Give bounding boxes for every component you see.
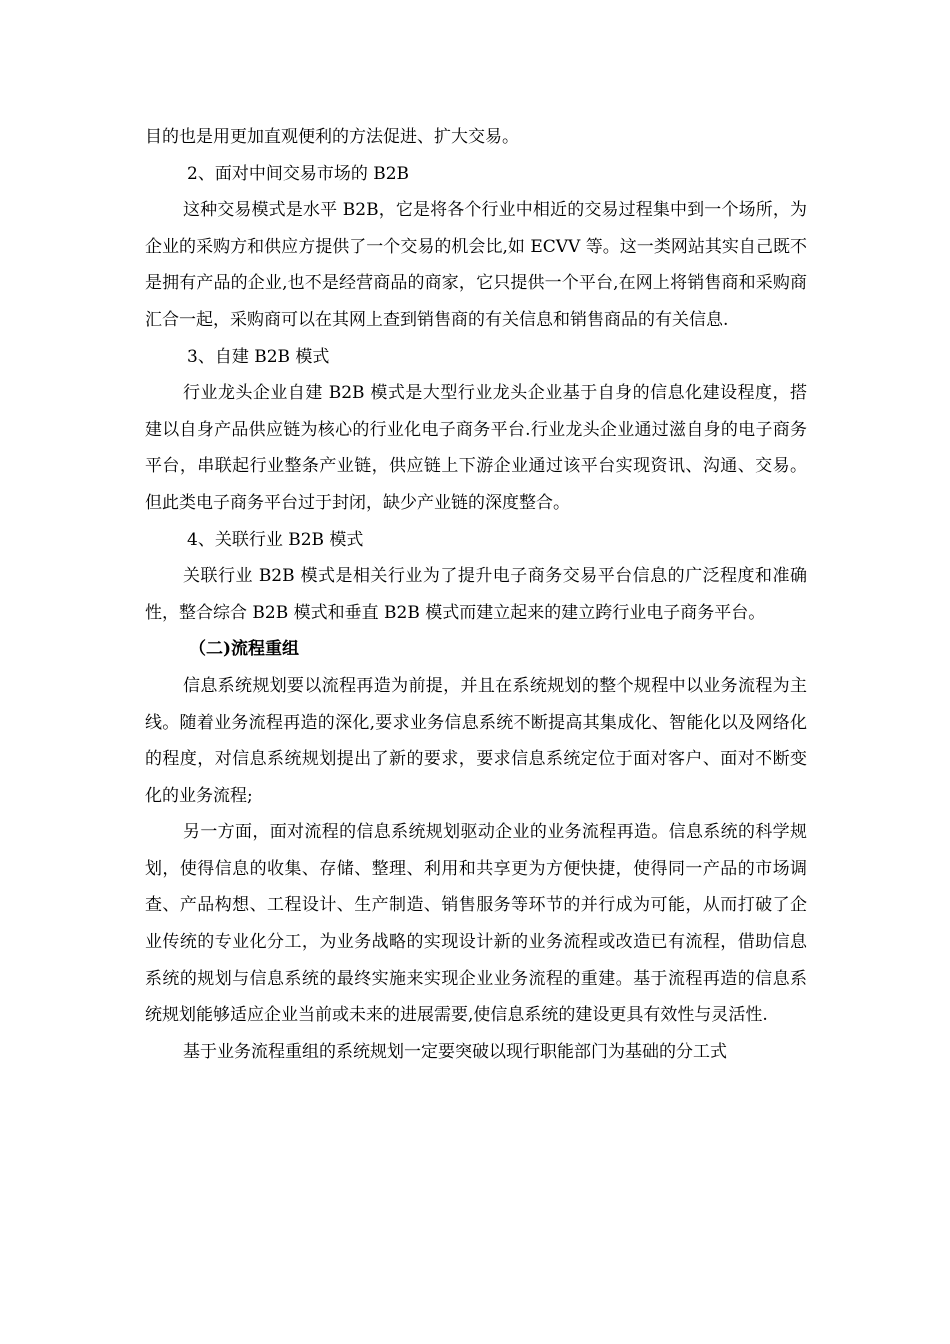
section-heading-process-reengineering: （二)流程重组	[189, 639, 300, 660]
paragraph-process-driven: 另一方面，面对流程的信息系统规划驱动企业的业务流程再造。信息系统的科学规划，使得信息的收集、存储、整理、利用和共享更为方便快捷，使得同一产品的市场调查、产品构想、工程设计、生产制造、销售服务等环节的并行成为可能，从而打破了企业传统的专业化分工，为业务战略的实现设计新的业务流程或改造已有流程，借助信息系统的规划与信息系统的最终实施来实现企业业务流程的重建。基于流程再造的信息系统规划能够适应企业当前或未来的进展需要,使信息系统的建设更具有效性与灵活性.	[145, 822, 807, 1026]
paragraph-process-planning: 信息系统规划要以流程再造为前提，并且在系统规划的整个规程中以业务流程为主线。随着业务流程再造的深化,要求业务信息系统不断提高其集成化、智能化以及网络化的程度，对信息系统规划提出了新的要求，要求信息系统定位于面对客户、面对不断变化的业务流程;	[145, 675, 807, 806]
paragraph-horizontal-b2b: 这种交易模式是水平 B2B，它是将各个行业中相近的交易过程集中到一个场所，为企业的采购方和供应方提供了一个交易的机会比,如 ECVV 等。这一类网站其实自己既不是拥有产品的企业,也不是经营商品的商家，它只提供一个平台,在网上将销售商和采购商汇合一起，采购商可以在其网上查到销售商的有关信息和销售商品的有关信息.	[145, 200, 807, 330]
paragraph-continuation: 目的也是用更加直观便利的方法促进、扩大交易。	[145, 127, 519, 147]
subheading-4: 4、关联行业 B2B 模式	[187, 529, 364, 550]
document-page	[145, 119, 807, 1070]
subheading-3: 3、自建 B2B 模式	[187, 346, 330, 367]
subheading-2: 2、面对中间交易市场的 B2B	[187, 163, 410, 184]
paragraph-self-built-b2b: 行业龙头企业自建 B2B 模式是大型行业龙头企业基于自身的信息化建设程度，搭建以自身产品供应链为核心的行业化电子商务平台.行业龙头企业通过滋自身的电子商务平台，串联起行业整条产业链，供应链上下游企业通过该平台实现资讯、沟通、交易。但此类电子商务平台过于封闭，缺少产业链的深度整合。	[145, 383, 807, 513]
paragraph-system-planning: 基于业务流程重组的系统规划一定要突破以现行职能部门为基础的分工式	[183, 1041, 727, 1062]
paragraph-related-industry-b2b: 关联行业 B2B 模式是相关行业为了提升电子商务交易平台信息的广泛程度和准确性，整合综合 B2B 模式和垂直 B2B 模式而建立起来的建立跨行业电子商务平台。	[145, 566, 807, 623]
